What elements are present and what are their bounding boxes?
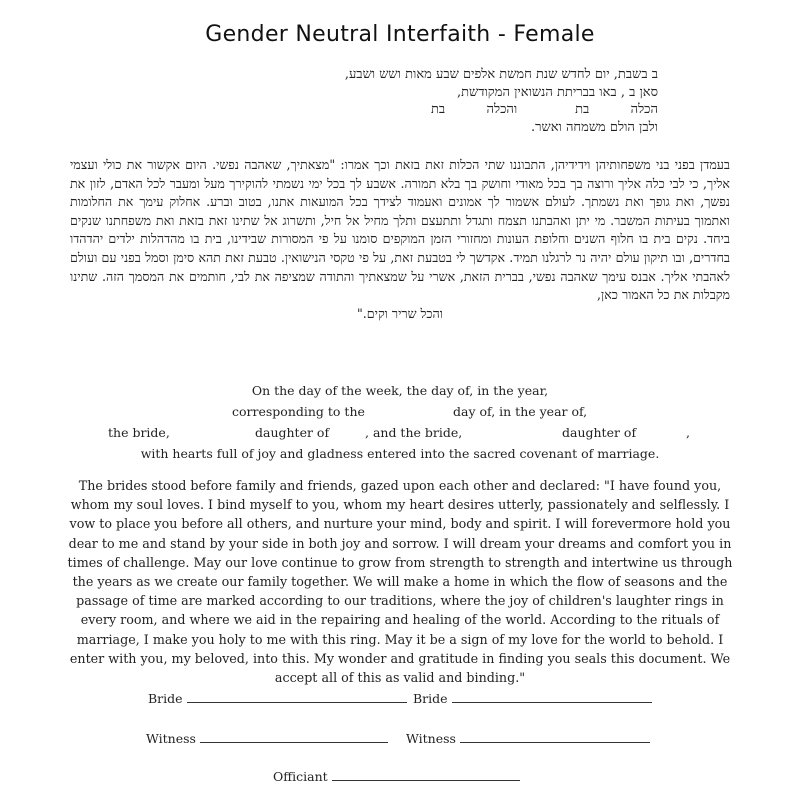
witness-signature-2 [406,730,650,746]
witness-signature-line[interactable] [460,730,650,743]
english-intro-line4: with hearts full of joy and gladness entered into the sacred covenant of marriage. [140,446,660,461]
bride-signature-line[interactable] [452,690,652,703]
bride-signature-1 [148,690,407,706]
witness-signature-line[interactable] [200,730,388,743]
hebrew-header-line: הכלה בת והכלה בת [431,102,658,117]
hebrew-header-line: סאן ב , באו בבריתת הנשואין המקודשת, [456,84,658,100]
english-intro-line2-a: corresponding to the [232,404,365,419]
english-intro-line3 [100,422,700,443]
english-intro-line3-c: , and the bride, [365,425,463,440]
english-intro [100,380,700,464]
english-intro-line3-d: daughter of [562,425,637,440]
bride-label: Bride [148,691,183,706]
hebrew-body [70,156,730,323]
document-title: Gender Neutral Interfaith - Female [205,22,595,47]
bride-label: Bride [413,691,448,706]
english-intro-line3-e: , [686,425,690,440]
english-intro-line1: On the day of the week, the day of, in the year, [251,383,549,398]
officiant-signature-line[interactable] [332,768,520,781]
hebrew-header-line: ב בשבת, יום לחדש שנת חמשת אלפים שבע מאות ושש ושבע, [344,67,658,82]
english-intro-line2-b: day of, in the year of, [453,404,588,419]
witness-signature-1 [146,730,388,746]
officiant-label: Officiant [273,769,328,784]
english-body: The brides stood before family and friends, gazed upon each other and declared: "I have found you, whom my soul loves. I bind myself to you, whom my heart desires utterly, passionately and selflessly. I vow to place you before all others, and nurture your mind, body and spirit. I will forevermore hold you dear to me and stand by your side in both joy and sorrow. I will dream your dreams and comfort you in times of challenge. May our love continue to grow from strength to strength and intertwine us through the years as we create our family together. We will make a home in which the flow of seasons and the passage of time are marked according to our traditions, where the joy of children's laughter rings in every room, and where we aid in the repairing and healing of the world. According to the rituals of marriage, I make you holy to me with this ring. May it be a sign of my love for the world to behold. I enter with you, my beloved, into this. My wonder and gratitude in finding you seals this document. We accept all of this as valid and binding." [67,478,733,686]
officiant-signature [273,768,520,784]
witness-label: Witness [406,731,456,746]
english-intro-line3-a: the bride, [108,425,170,440]
bride-signature-2 [413,690,652,706]
hebrew-body-closing: והכל שריר וקים." [356,305,444,321]
hebrew-header-line: ולבן הולם משמחה ואשר. [530,119,658,135]
witness-label: Witness [146,731,196,746]
bride-signature-line[interactable] [187,690,407,703]
english-intro-line3-b: daughter of [255,425,330,440]
english-intro-line2 [100,401,700,422]
hebrew-body-text: בעמדן בפני בני משפחותיהן וידידיהן, התבוננו שתי הכלות זאת בזאת וכך אמרו: "מצאתיך, שאהבה נפשי. היום אקשור את כולי ועצמי אליך, כי לבי כלה אליך ורוצה בך בכל מאודי וחושק בך בלא תמורה. אשבע לך בכל ימי נשמתי להוקירך מעל ומעבר לכל האדם, לזון את נפשך, ואת גופך ואת נשמתך. לעולם אשמור לך אמונים ואעמוד לצידך בכל המועאות אתנו, בטוב וברע. אחלוק עימך את החלומות ואתמוך בעיתות המשבר. מי יתן ואהבתנו תצמח ותגדל ותתעצם ותלך מחיל אל חיל, ותשרוג אל שתינו זאת בזאת ואת משפחתנו שנקים ביחד. נקים בית בו חלוף השנים וחלופת העונות ומחזורי הזמן המוקפים סומנו על פי המסורות שבידינו, בית בו מהדהלות ילדים יהדהדו בחדרים, ובו תיקון עולם יהיה נר לרגלנו תמיד. אקדשך לי בטבעת זאת, על פי טקסי הנישואין. טבעת זאת תהא סימן וסמל בפני עם ועולם לאהבתי אליך. אבנס עימך שאהבה נפשי, בברית הזאת, אשרי על שמצאתיך והתודה שמציפה את לבי, חותמים את המסמך הזה. שתינו מקבלות את כל האמור כאן, [70,157,730,303]
hebrew-header [98,66,658,136]
